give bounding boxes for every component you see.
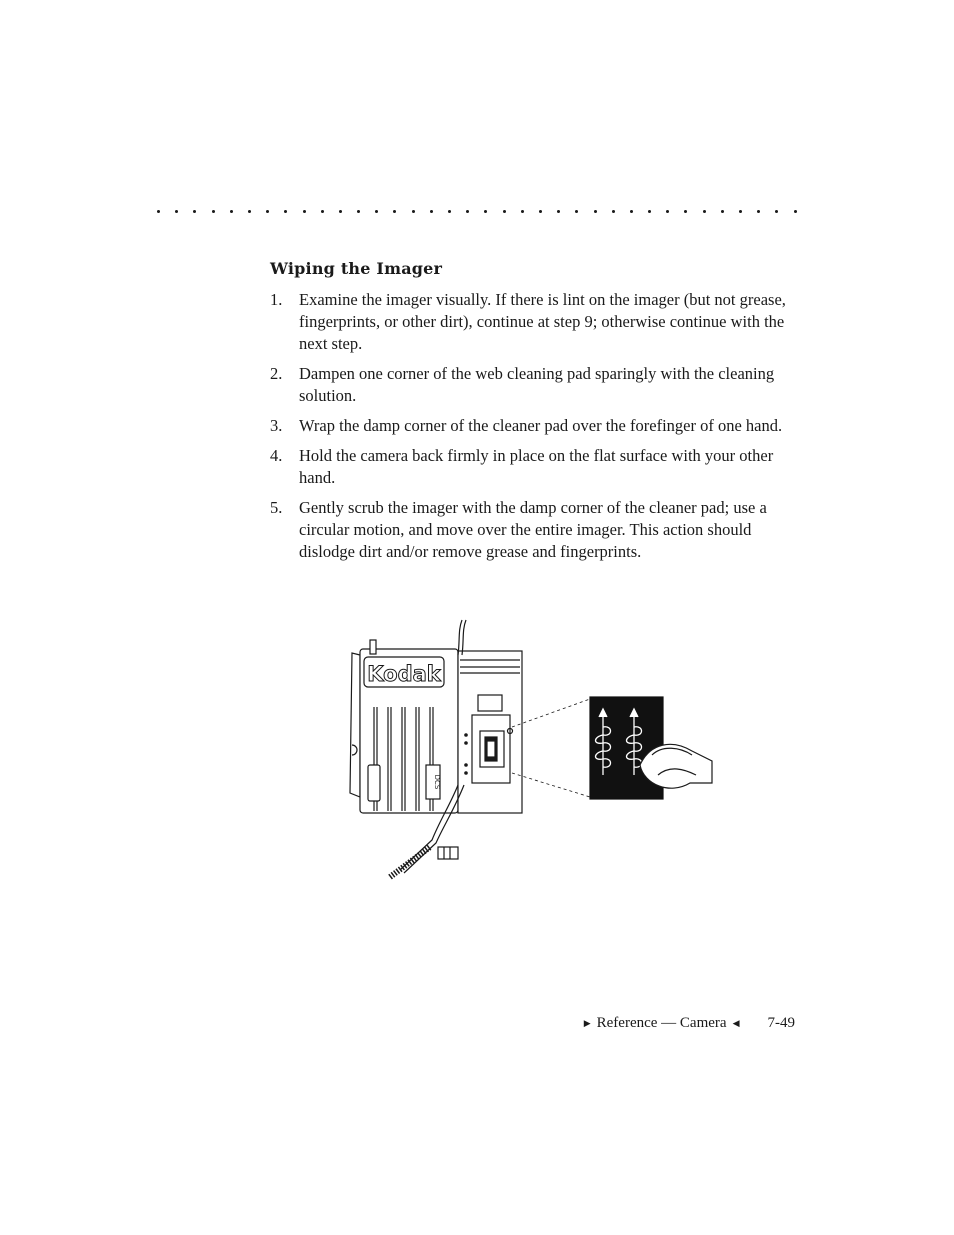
dcs-label: DCS	[433, 774, 441, 790]
camera-cleaning-illustration	[340, 615, 720, 895]
list-item	[270, 445, 800, 489]
dotted-divider	[157, 204, 797, 218]
scrubbing-detail-inset	[590, 697, 712, 799]
list-item	[270, 497, 800, 563]
step-number: 2.	[270, 364, 283, 383]
step-number: 1.	[270, 290, 283, 309]
list-item	[270, 415, 800, 437]
step-number: 4.	[270, 446, 283, 465]
page-number: 7-49	[767, 1015, 795, 1031]
zoom-guide-line	[512, 699, 590, 727]
kodak-logo: Kodak	[367, 662, 441, 686]
step-list	[270, 289, 800, 571]
list-item	[270, 289, 800, 355]
triangle-right-icon: ▶	[583, 1018, 591, 1028]
step-text: Examine the imager visually. If there is lint on the imager (but not grease, fingerprints, or other dirt), continue at step 9; otherwise continue with the next step.	[299, 290, 786, 353]
step-number: 5.	[270, 498, 283, 517]
list-item	[270, 363, 800, 407]
page-footer	[584, 1015, 795, 1032]
camera-body	[350, 640, 458, 813]
step-text: Wrap the damp corner of the cleaner pad over the forefinger of one hand.	[299, 416, 783, 435]
footer-section: Reference — Camera	[596, 1015, 727, 1031]
camera-back	[458, 620, 522, 813]
zoom-guide-line	[512, 773, 590, 797]
step-number: 3.	[270, 416, 283, 435]
step-text: Dampen one corner of the web cleaning pad sparingly with the cleaning solution.	[299, 364, 775, 405]
step-text: Hold the camera back firmly in place on the flat surface with your other hand.	[299, 446, 774, 487]
section-title: Wiping the Imager	[270, 259, 443, 278]
triangle-left-icon: ◀	[732, 1018, 740, 1028]
step-text: Gently scrub the imager with the damp corner of the cleaner pad; use a circular motion, and move over the entire imager. This action should dislodge dirt and/or remove grease and fingerprints.	[299, 498, 767, 561]
